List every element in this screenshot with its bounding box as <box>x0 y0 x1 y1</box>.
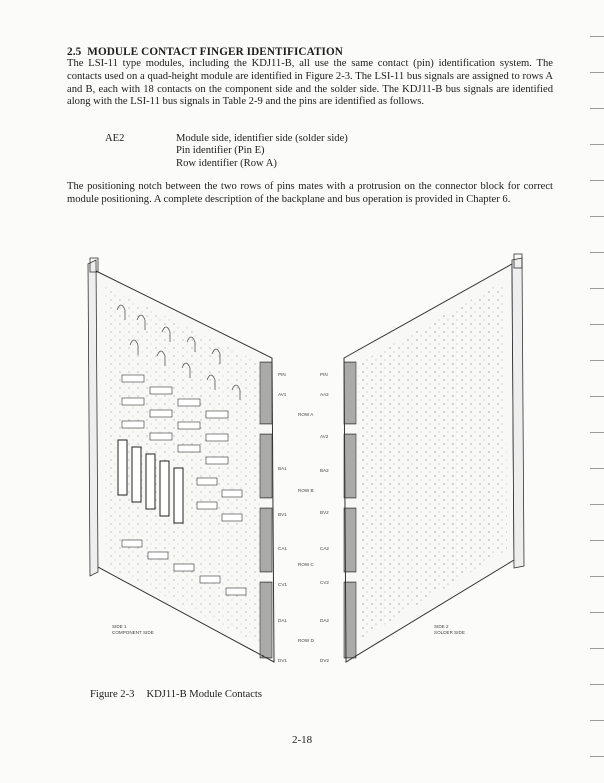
contact-label: CA2 <box>320 546 329 551</box>
section-title: MODULE CONTACT FINGER IDENTIFICATION <box>87 46 343 58</box>
margin-marks <box>588 0 604 783</box>
contact-label: CV2 <box>320 580 329 585</box>
component-side-board <box>88 258 274 662</box>
paragraph-notch: The positioning notch between the two rows of pins mates with a protrusion on the connector block for correct module positioning. A complete description of the backplane and bus operation is provided in Chapter 6. <box>67 181 553 205</box>
paragraph-intro: The LSI-11 type modules, including the KDJ11-B, all use the same contact (pin) identification system. The contacts used on a quad-height module are identified in Figure 2-3. The LSI-11 bus signals are assigned to rows A and B, each with 18 contacts on the component side and the solder side. The KDJ11-B bus signals are identified along with the LSI-11 bus signals in Table 2-9 and the pins are identified as follows. <box>67 58 553 108</box>
contact-label: DA1 <box>278 618 287 623</box>
side-label: SIDE 1 <box>112 624 127 629</box>
right-pin-label: PIN <box>320 372 328 377</box>
module-contacts-figure <box>82 250 542 680</box>
page-number: 2-18 <box>292 734 313 746</box>
identifier-legend <box>176 133 348 170</box>
row-label: ROW C <box>298 562 314 567</box>
identifier-line: Pin identifier (Pin E) <box>176 145 265 157</box>
figure-caption <box>90 689 262 700</box>
contact-label: BA2 <box>320 468 329 473</box>
figure-caption-text: KDJ11-B Module Contacts <box>146 689 262 700</box>
row-label: ROW B <box>298 488 314 493</box>
left-pin-label: PIN <box>278 372 286 377</box>
solder-side-board <box>344 254 524 662</box>
side-label: SOLDER SIDE <box>434 630 465 635</box>
side-label: SIDE 2 <box>434 624 449 629</box>
identifier-line: Row identifier (Row A) <box>176 157 277 169</box>
contact-label: BA1 <box>278 466 287 471</box>
row-label: ROW A <box>298 412 314 417</box>
contact-label: CA1 <box>278 546 287 551</box>
section-heading <box>67 46 343 58</box>
side-label: COMPONENT SIDE <box>112 630 154 635</box>
contact-label: DV2 <box>320 658 329 663</box>
contact-label: BV1 <box>278 512 287 517</box>
section-number: 2.5 <box>67 46 82 58</box>
contact-label: AV1 <box>278 392 287 397</box>
row-label: ROW D <box>298 638 314 643</box>
contact-label: AV2 <box>320 434 329 439</box>
contact-label: DA2 <box>320 618 329 623</box>
contact-label: BV2 <box>320 510 329 515</box>
contact-label: CV1 <box>278 582 287 587</box>
identifier-line: Module side, identifier side (solder side) <box>176 133 348 144</box>
figure-number: Figure 2-3 <box>90 689 135 700</box>
identifier-code: AE2 <box>105 133 125 144</box>
contact-label: DV1 <box>278 658 287 663</box>
contact-label: AA2 <box>320 392 329 397</box>
